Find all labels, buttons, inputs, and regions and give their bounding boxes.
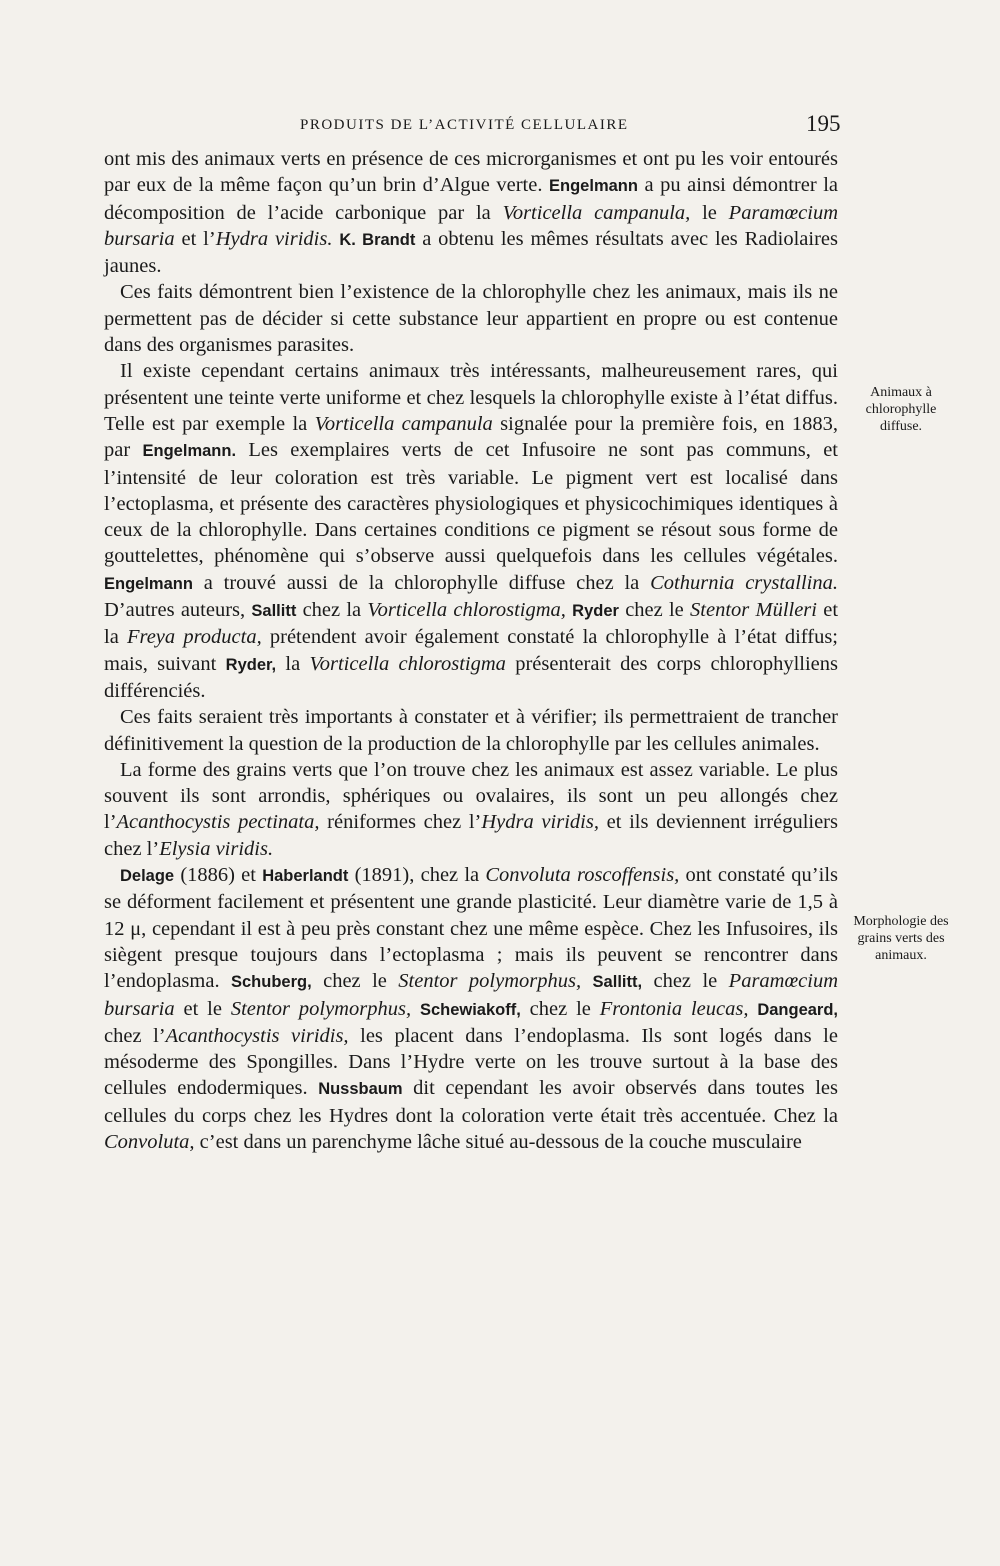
italic-run: Convoluta roscoffensis, — [485, 864, 680, 887]
paragraph — [104, 146, 838, 279]
text-run: chez le — [618, 599, 691, 622]
paragraph — [104, 279, 838, 358]
italic-run: Acanthocystis viridis, — [165, 1024, 349, 1047]
italic-run: Vorticella chlorostigma — [309, 652, 506, 675]
text-run: prétendent avoir également constaté la chlorophylle à l’état diffus; mais, suivant — [104, 626, 839, 675]
text-run: a trouvé aussi de la chlorophylle diffuse chez la — [192, 571, 651, 594]
paragraph — [104, 704, 838, 757]
text-run: réniformes chez l’ — [319, 811, 482, 834]
author-name: Haberlandt — [262, 867, 349, 886]
page-number: 195 — [806, 111, 841, 136]
text-run: a pu ainsi démontrer la décomposition de l’acide carbonique par la — [104, 174, 838, 224]
author-name: Delage — [120, 867, 175, 886]
author-name: Ryder — [572, 602, 619, 621]
italic-run: Convoluta, — [104, 1130, 195, 1153]
text-run: Les exemplaires verts de cet Infusoire ne sont pas communs, et l’intensité de leur coloration est très variable. Le pigment vert est localisé dans l’ectoplasma, et présente des caractères physiologiques et physicochimiques identiques à ceux de la chlorophylle. Dans certaines conditions ce pigment se résout sous forme de gouttelettes, phénomène qui s’observe aussi quelquefois dans les cellules végétales. — [104, 439, 838, 568]
text-run — [581, 970, 592, 992]
author-name: Engelmann — [104, 574, 193, 593]
italic-run: Paramœcium bursaria — [104, 201, 838, 250]
text-run: (1886) et — [174, 864, 263, 887]
text-run: dit cependant les avoir observés dans toutes les cellules du corps chez les Hydres dont la coloration verte était très accentuée. Chez la — [104, 1077, 838, 1127]
author-name: Sallitt, — [592, 973, 643, 992]
italic-run: Stentor polymorphus, — [398, 970, 582, 993]
author-name: Sallitt — [251, 602, 297, 621]
text-run: la — [276, 652, 310, 675]
running-title: PRODUITS DE L’ACTIVITÉ CELLULAIRE — [300, 117, 629, 133]
italic-run: Freya producta, — [126, 626, 262, 649]
author-name: K. Brandt — [339, 230, 416, 249]
italic-run: Acanthocystis pectinata, — [116, 811, 320, 834]
text-run: et la — [104, 599, 839, 649]
margin-note-morphologie-grains: Morphologie des grains verts des animaux. — [853, 914, 949, 963]
author-name: Schewiakoff, — [419, 1000, 521, 1019]
italic-run: Vorticella chlorostigma, — [367, 599, 566, 622]
author-name: Ryder, — [225, 655, 277, 674]
text-run: le — [690, 201, 729, 224]
italic-run: Hydra viridis. — [215, 227, 333, 250]
text-run: et l’ — [174, 227, 216, 250]
italic-run: Cothurnia crystallina. — [650, 571, 838, 594]
text-run: chez le — [642, 970, 729, 993]
italic-run: Hydra viridis, — [481, 811, 599, 834]
author-name: Engelmann. — [142, 442, 237, 461]
text-run: Ces faits démontrent bien l’existence de la chlorophylle chez les animaux, mais ils ne permettent pas de décider si cette substance leur appartient en propre ou est contenue dans des organismes parasites. — [104, 281, 838, 357]
text-run: signalée pour la première fois, en 1883, par — [104, 412, 838, 462]
text-run: présenterait des corps chlorophylliens différenciés. — [104, 652, 838, 702]
text-run — [748, 998, 757, 1020]
author-name: Dangeard, — [757, 1000, 839, 1019]
text-run — [411, 998, 420, 1020]
text-run: D’autres auteurs, — [104, 599, 252, 622]
author-name: Schuberg, — [231, 973, 312, 992]
italic-run: Vorticella campanula, — [502, 201, 691, 224]
margin-note-chlorophylle-diffuse: Animaux à chlorophylle diffuse. — [865, 385, 937, 434]
text-run: chez le — [520, 997, 600, 1020]
text-run: chez le — [311, 970, 399, 993]
text-run: et ils deviennent irréguliers chez l’ — [104, 811, 838, 860]
italic-run: Frontonia leucas, — [599, 997, 749, 1020]
text-run: et le — [174, 997, 231, 1020]
italic-run: Paramœcium bursaria — [104, 970, 838, 1020]
text-run: ont mis des animaux verts en présence de ces microrganismes et ont pu les voir entourés par eux de la même façon qu’un brin d’Algue verte. — [104, 148, 838, 197]
italic-run: Stentor polymorphus, — [230, 997, 412, 1020]
text-run: ont constaté qu’ils se déforment facilement et présentent une grande plasticité. Leur diamètre varie de 1,5 à 12 μ, cependant il est à peu près constant chez une même espèce. Chez les Infusoires, ils siègent presque toujours dans l’ectoplasma ; mais ils peuvent se rencontrer dans l’endoplasma. — [104, 864, 838, 993]
italic-run: Vorticella campanula — [314, 412, 493, 435]
paragraph — [104, 757, 838, 862]
text-run: (1891), chez la — [348, 864, 486, 887]
text-run: chez la — [296, 599, 368, 622]
italic-run: Stentor Mülleri — [690, 599, 817, 622]
text-run: Ces faits seraient très importants à constater et à vérifier; ils permettraient de trancher définitivement la question de la production de la chlorophylle par les cellules animales. — [104, 706, 838, 755]
author-name: Engelmann — [549, 177, 638, 196]
body-text — [104, 146, 838, 1155]
text-run: chez l’ — [104, 1024, 166, 1047]
paragraph — [104, 358, 838, 704]
text-run: Il existe cependant certains animaux très intéressants, malheureusement rares, qui présentent une teinte verte uniforme et chez lesquels la chlorophylle existe à l’état diffus. Telle est par exemple la — [104, 360, 838, 435]
paragraph — [104, 862, 838, 1155]
italic-run: Elysia viridis. — [159, 837, 274, 860]
text-run: c’est dans un parenchyme lâche situé au-dessous de la couche musculaire — [194, 1130, 802, 1153]
text-run: a obtenu les mêmes résultats avec les Radiolaires jaunes. — [104, 227, 839, 278]
author-name: Nussbaum — [318, 1080, 403, 1099]
text-run: La forme des grains verts que l’on trouve chez les animaux est assez variable. Le plus souvent ils sont arrondis, sphériques ou ovalaires, ils sont un peu allongés chez l’ — [104, 758, 838, 834]
text-run: les placent dans l’endoplasma. Ils sont logés dans le mésoderme des Spongilles. Dans l’Hydre verte on les trouve surtout à la base des cellules endodermiques. — [104, 1024, 838, 1100]
